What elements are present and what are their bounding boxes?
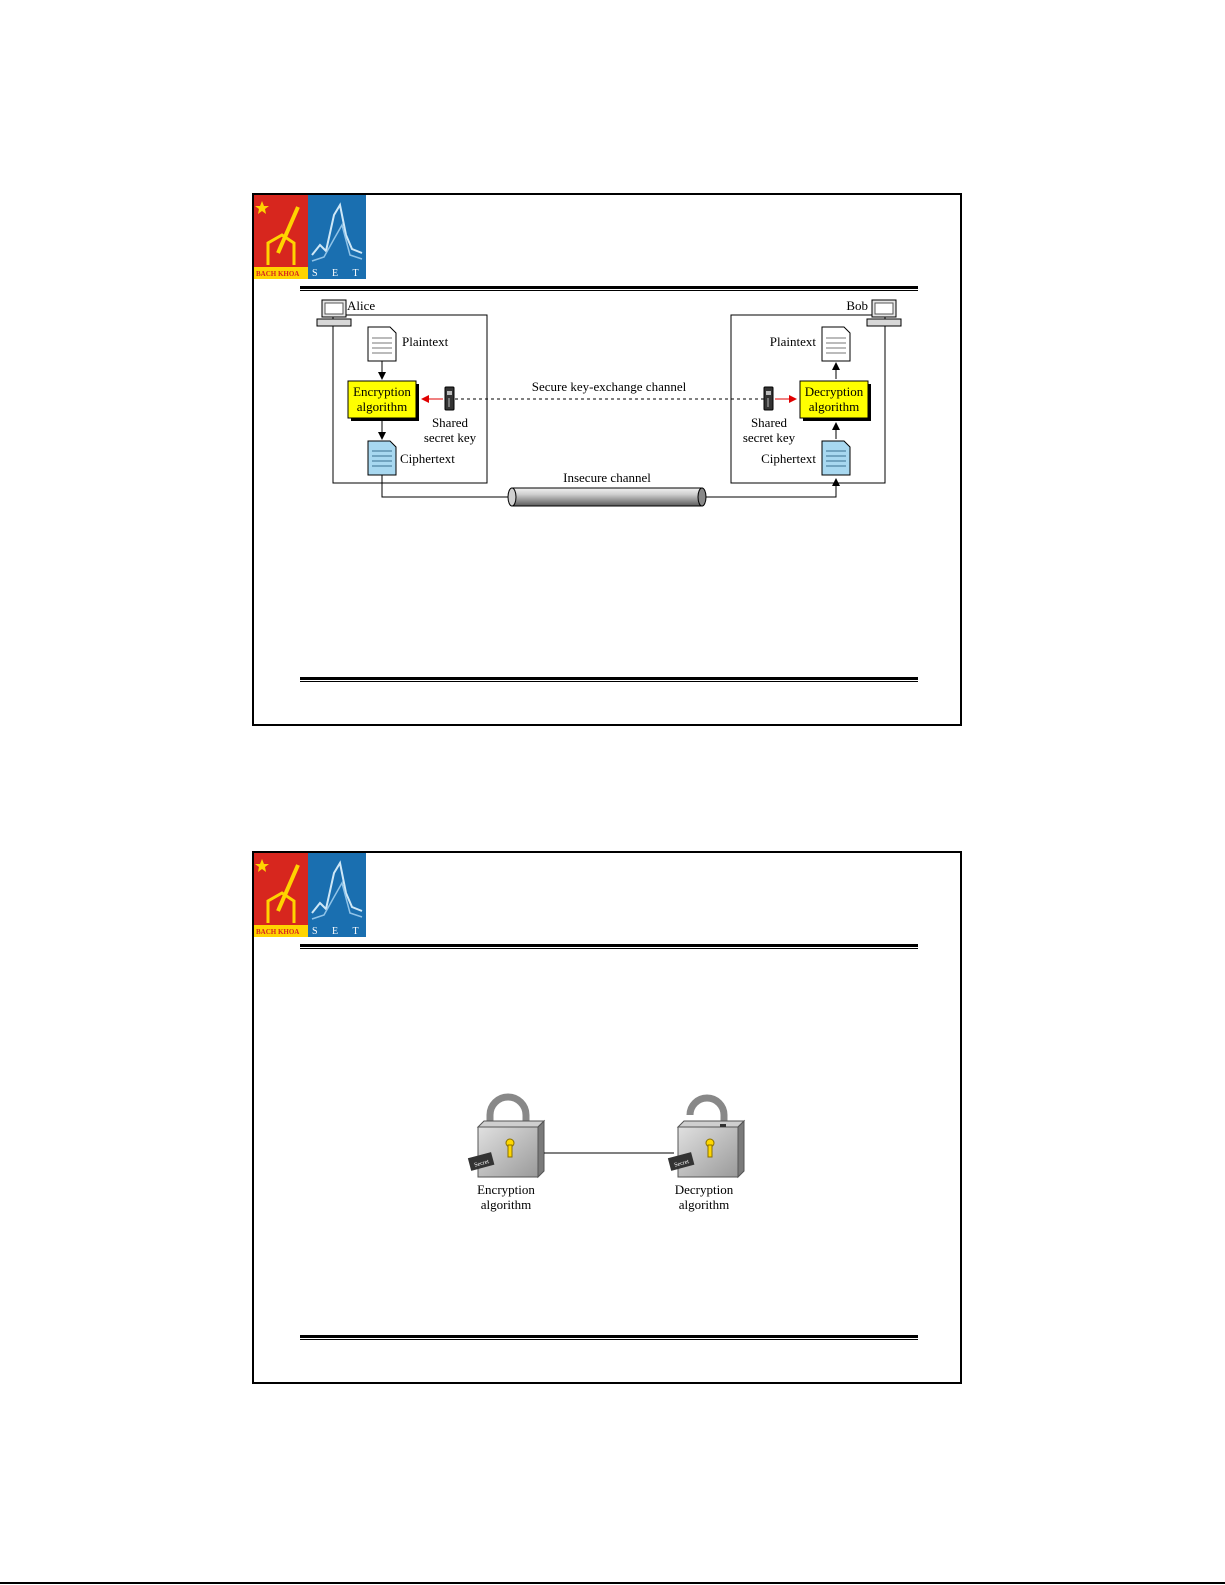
open-lock-icon (668, 1098, 744, 1177)
encryption-line1: Encryption (353, 384, 411, 399)
svg-text:BACH KHOA: BACH KHOA (256, 928, 300, 936)
alice-key-line2: secret key (423, 430, 477, 445)
decryption-line2: algorithm (808, 399, 860, 414)
decryption-algorithm-box (800, 381, 871, 421)
encryption-algorithm-box (348, 381, 419, 421)
plaintext-doc-icon (368, 327, 396, 361)
page-bottom-rule (0, 1582, 1225, 1584)
ciphertext-doc-icon (822, 441, 850, 475)
closed-lock-icon (468, 1097, 544, 1177)
encryption-label-line1: Encryption (477, 1182, 535, 1197)
bob-key-line2: secret key (742, 430, 796, 445)
key-icon (445, 387, 454, 410)
bob-label: Bob (846, 298, 868, 313)
plaintext-doc-icon (822, 327, 850, 361)
alice-key-line1: Shared (431, 415, 469, 430)
insecure-path-left (382, 475, 510, 497)
insecure-channel-pipe (508, 488, 706, 506)
svg-text:S E T: S E T (312, 268, 365, 279)
svg-text:S E T: S E T (312, 926, 365, 937)
bob-plaintext-label: Plaintext (769, 334, 816, 349)
computer-icon (867, 300, 901, 326)
decryption-line1: Decryption (804, 384, 864, 399)
lock-analogy-diagram (254, 853, 964, 1386)
open-lock-key-tag: Secret (673, 1159, 690, 1169)
slide-symmetric-key-cipher (252, 193, 962, 726)
alice-panel (317, 298, 487, 483)
computer-icon (317, 300, 351, 326)
bob-key-line1: Shared (750, 415, 788, 430)
encryption-line2: algorithm (356, 399, 408, 414)
key-icon (764, 387, 773, 410)
insecure-path-right (704, 479, 836, 497)
ciphertext-doc-icon (368, 441, 396, 475)
insecure-channel-label: Insecure channel (563, 470, 651, 485)
symmetric-cipher-diagram (254, 195, 964, 728)
closed-lock-key-tag: Secret (473, 1159, 490, 1169)
decryption-label-line1: Decryption (674, 1182, 734, 1197)
alice-label: Alice (347, 298, 376, 313)
secure-channel-label: Secure key-exchange channel (531, 379, 687, 394)
svg-text:BACH KHOA: BACH KHOA (256, 270, 300, 278)
alice-plaintext-label: Plaintext (402, 334, 449, 349)
decryption-label-line2: algorithm (678, 1197, 730, 1212)
encryption-label-line2: algorithm (480, 1197, 532, 1212)
slide-lock-analogy (252, 851, 962, 1384)
alice-ciphertext-label: Ciphertext (400, 451, 455, 466)
bob-ciphertext-label: Ciphertext (761, 451, 816, 466)
bob-panel (731, 298, 901, 483)
